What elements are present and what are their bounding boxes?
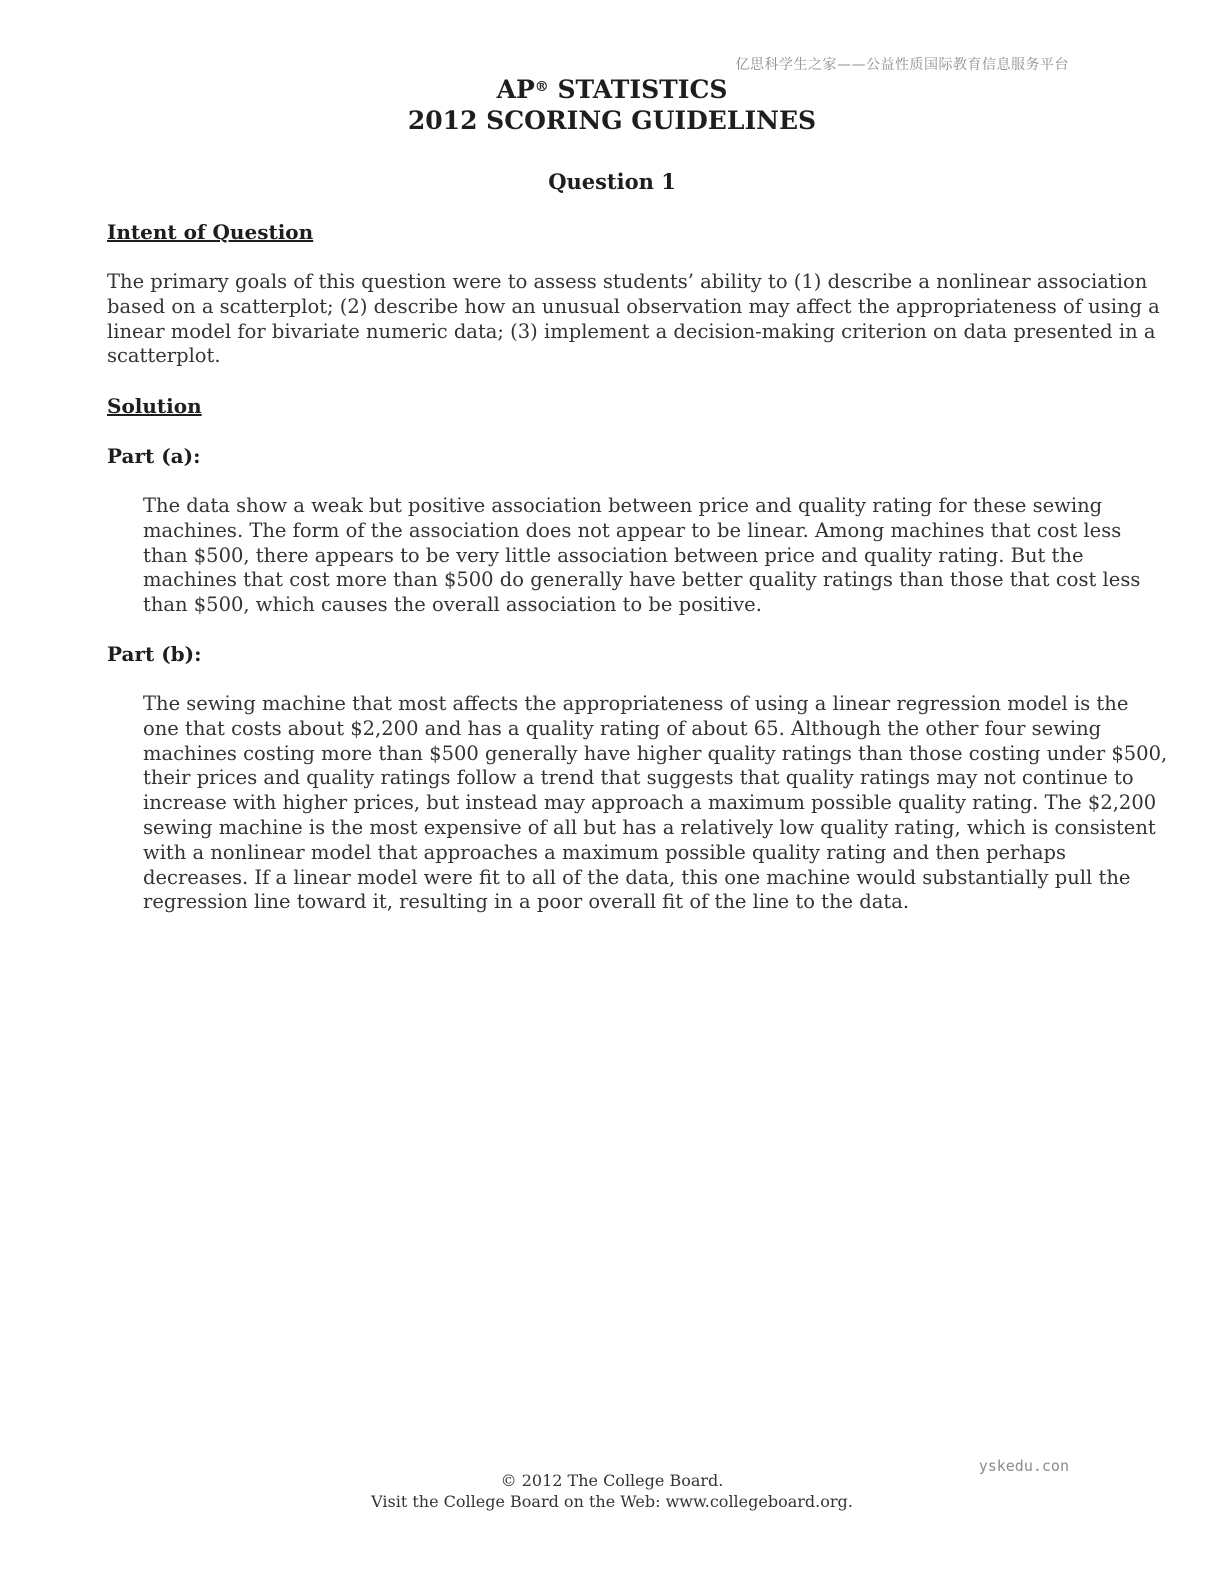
intent-line: linear model for bivariate numeric data; (3) implement a decision-making criterion on data presented in a [107,319,1156,343]
part-b-line: sewing machine is the most expensive of all but has a relatively low quality rating, which is consistent [143,815,1156,839]
part-b-paragraph [143,692,1168,915]
intent-line: The primary goals of this question were to assess students’ ability to (1) describe a nonlinear association [107,270,1148,293]
question-title: Question 1 [548,169,676,194]
header-statistics: STATISTICS [548,75,728,104]
part-b-line: increase with higher prices, but instead may approach a maximum possible quality rating. The $2,200 [143,791,1157,815]
part-b-line: The sewing machine that most affects the appropriateness of using a linear regression model is the [143,692,1129,715]
intent-heading: Intent of Question [107,220,314,244]
registered-mark: ® [534,79,549,95]
part-a-paragraph [143,494,1141,618]
part-a-line: than $500, there appears to be very little association between price and quality rating. But the [143,543,1084,567]
part-a-line: than $500, which causes the overall association to be positive. [143,593,762,617]
part-b-heading: Part (b): [107,642,202,666]
header-line1 [0,74,1224,105]
page-footer [0,1470,1224,1512]
part-b-line: with a nonlinear model that approaches a maximum possible quality rating and then perhaps [143,840,1067,864]
part-b-line: regression line toward it, resulting in a poor overall fit of the line to the data. [143,890,910,914]
header-line2: 2012 SCORING GUIDELINES [407,106,817,135]
intent-paragraph [107,270,1160,369]
part-b-line: machines costing more than $500 generally have higher quality ratings than those costing under $500, [143,741,1168,765]
part-a-line: The data show a weak but positive association between price and quality rating for these sewing [143,494,1103,517]
part-a-line: machines. The form of the association does not appear to be linear. Among machines that cost less [143,518,1122,542]
footer-copyright: © 2012 The College Board. [500,1471,724,1490]
part-a-line: machines that cost more than $500 do generally have better quality ratings than those that cost less [143,568,1141,592]
footer-visit: Visit the College Board on the Web: www.collegeboard.org. [371,1492,853,1511]
page-header [0,74,1224,136]
watermark-top: 亿思科学生之家——公益性质国际教育信息服务平台 [735,57,1069,73]
watermark-bottom: yskedu.con [978,1457,1069,1475]
part-b-line: decreases. If a linear model were fit to all of the data, this one machine would substantially pull the [143,865,1131,889]
part-a-heading: Part (a): [107,444,201,468]
part-b-line: one that costs about $2,200 and has a quality rating of about 65. Although the other four sewing [143,716,1102,740]
part-b-line: their prices and quality ratings follow a trend that suggests that quality ratings may not continue to [143,766,1134,790]
intent-line: based on a scatterplot; (2) describe how an unusual observation may affect the appropriateness of using a [107,294,1160,318]
solution-heading: Solution [107,394,202,418]
intent-line: scatterplot. [107,344,221,368]
header-ap: AP [496,75,535,104]
